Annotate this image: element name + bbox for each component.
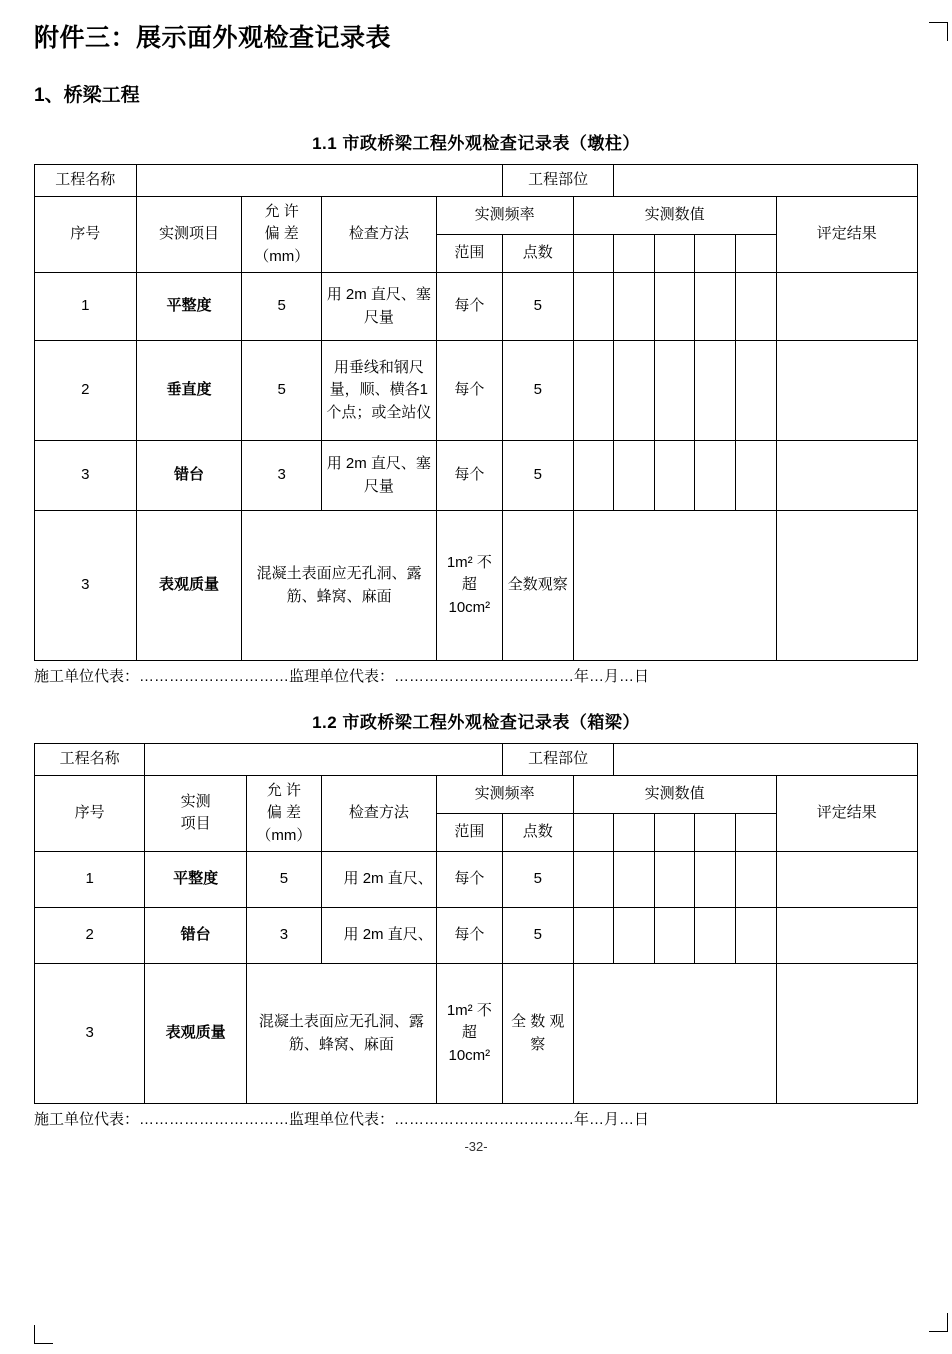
table-row <box>35 744 918 776</box>
col-header-seq: 序号 <box>35 196 137 273</box>
measured-cell[interactable] <box>654 908 695 964</box>
measured-cell[interactable] <box>573 852 614 908</box>
table2-wrapper <box>34 743 918 1104</box>
row-item: 表观质量 <box>145 964 247 1104</box>
measured-cell[interactable] <box>573 273 614 341</box>
measured-cell[interactable] <box>573 908 614 964</box>
row-points: 全 数 观察 <box>502 964 573 1104</box>
row-method: 用垂线和钢尺量，顺、横各1个点；或全站仪 <box>321 341 436 441</box>
page-corner-mark-bottom-left <box>34 1325 53 1344</box>
col-header-measured: 实测数值 <box>573 775 776 813</box>
col-header-result: 评定结果 <box>776 196 917 273</box>
row-method: 混凝土表面应无孔洞、露筋、蜂窝、麻面 <box>246 964 436 1104</box>
col-header-measured: 实测数值 <box>573 196 776 234</box>
page-number: -32- <box>464 1139 488 1154</box>
measured-cell[interactable] <box>654 273 695 341</box>
col-header-tolerance <box>246 775 321 852</box>
table-row <box>35 511 918 661</box>
row-result[interactable] <box>776 341 917 441</box>
row-seq: 3 <box>35 964 145 1104</box>
tolerance-line1: 允 许 <box>266 781 302 799</box>
measured-cell[interactable] <box>614 341 655 441</box>
project-name-value[interactable] <box>145 744 503 776</box>
measured-cell[interactable] <box>736 441 777 511</box>
measured-cell[interactable] <box>695 341 736 441</box>
row-method: 用 2m 直尺、 <box>321 852 436 908</box>
table-row <box>35 341 918 441</box>
tolerance-line3: （mm） <box>256 826 312 844</box>
measured-cell[interactable] <box>695 813 736 851</box>
measured-cell[interactable] <box>573 441 614 511</box>
table-row <box>35 196 918 234</box>
row-result[interactable] <box>776 908 917 964</box>
project-part-label: 工程部位 <box>502 744 613 776</box>
item-line1: 实测 <box>180 792 211 810</box>
row-range: 每个 <box>436 341 502 441</box>
measured-cell[interactable] <box>736 234 777 272</box>
measured-cell[interactable] <box>654 234 695 272</box>
row-tolerance: 3 <box>242 441 321 511</box>
measured-cell[interactable] <box>614 234 655 272</box>
table-row <box>35 852 918 908</box>
row-seq: 2 <box>35 908 145 964</box>
row-range: 每个 <box>436 441 502 511</box>
row-result[interactable] <box>776 511 917 661</box>
row-tolerance: 5 <box>242 273 321 341</box>
row-points: 5 <box>502 273 573 341</box>
row-range: 1m² 不超 10cm² <box>436 511 502 661</box>
tolerance-line3: （mm） <box>254 247 310 265</box>
row-result[interactable] <box>776 852 917 908</box>
row-seq: 1 <box>35 852 145 908</box>
table-row <box>35 775 918 813</box>
row-result[interactable] <box>776 273 917 341</box>
row-seq: 2 <box>35 341 137 441</box>
item-line2: 项目 <box>180 815 211 833</box>
table-row <box>35 273 918 341</box>
measured-cell[interactable] <box>695 908 736 964</box>
document-page <box>0 18 952 1354</box>
measured-cell[interactable] <box>654 852 695 908</box>
measured-cell[interactable] <box>654 441 695 511</box>
table-row <box>35 964 918 1104</box>
row-measured[interactable] <box>573 964 776 1104</box>
measured-cell[interactable] <box>614 908 655 964</box>
row-result[interactable] <box>776 964 917 1104</box>
row-points: 全数观察 <box>502 511 573 661</box>
table2-caption: 1.2 市政桥梁工程外观检查记录表（箱梁） <box>312 713 640 732</box>
row-item: 错台 <box>136 441 242 511</box>
table1-caption: 1.1 市政桥梁工程外观检查记录表（墩柱） <box>312 134 640 153</box>
row-result[interactable] <box>776 441 917 511</box>
measured-cell[interactable] <box>695 441 736 511</box>
project-name-label: 工程名称 <box>35 744 145 776</box>
measured-cell[interactable] <box>736 813 777 851</box>
row-seq: 1 <box>35 273 137 341</box>
row-item: 垂直度 <box>136 341 242 441</box>
row-method: 用 2m 直尺、 <box>321 908 436 964</box>
row-seq: 3 <box>35 441 137 511</box>
measured-cell[interactable] <box>573 813 614 851</box>
project-part-label: 工程部位 <box>502 165 613 197</box>
project-name-value[interactable] <box>136 165 502 197</box>
inspection-table-pier <box>34 164 918 661</box>
row-range: 每个 <box>436 908 502 964</box>
tolerance-line2: 偏 差 <box>264 225 299 242</box>
row-range: 每个 <box>436 852 502 908</box>
measured-cell[interactable] <box>573 234 614 272</box>
table2-signature-line: 施工单位代表：…………………………监理单位代表：………………………………年…月…日 <box>34 1111 650 1128</box>
page-title: 附件三：展示面外观检查记录表 <box>34 24 392 52</box>
measured-cell[interactable] <box>695 234 736 272</box>
table-row <box>35 441 918 511</box>
row-points: 5 <box>502 441 573 511</box>
col-header-item: 实测项目 <box>136 196 242 273</box>
page-corner-mark-top-right <box>929 22 948 41</box>
measured-cell[interactable] <box>573 341 614 441</box>
measured-cell[interactable] <box>654 341 695 441</box>
measured-cell[interactable] <box>614 813 655 851</box>
row-item: 错台 <box>145 908 247 964</box>
col-header-item <box>145 775 247 852</box>
row-method: 用 2m 直尺、塞尺量 <box>321 273 436 341</box>
row-points: 5 <box>502 852 573 908</box>
measured-cell[interactable] <box>695 273 736 341</box>
row-seq: 3 <box>35 511 137 661</box>
row-item: 平整度 <box>145 852 247 908</box>
table1-signature-line: 施工单位代表：…………………………监理单位代表：………………………………年…月…日 <box>34 668 650 685</box>
row-method: 混凝土表面应无孔洞、露筋、蜂窝、麻面 <box>242 511 436 661</box>
col-header-method: 检查方法 <box>321 196 436 273</box>
row-tolerance: 5 <box>242 341 321 441</box>
tolerance-line1: 允 许 <box>264 202 299 220</box>
col-header-range: 范围 <box>436 813 502 851</box>
col-header-points: 点数 <box>502 813 573 851</box>
measured-cell[interactable] <box>614 273 655 341</box>
row-item: 表观质量 <box>136 511 242 661</box>
project-part-value[interactable] <box>614 744 918 776</box>
row-tolerance: 3 <box>246 908 321 964</box>
col-header-frequency: 实测频率 <box>436 775 573 813</box>
col-header-seq: 序号 <box>35 775 145 852</box>
measured-cell[interactable] <box>736 273 777 341</box>
col-header-tolerance <box>242 196 321 273</box>
col-header-points: 点数 <box>502 234 573 272</box>
col-header-frequency: 实测频率 <box>436 196 573 234</box>
measured-cell[interactable] <box>695 852 736 908</box>
project-part-value[interactable] <box>614 165 918 197</box>
row-range: 每个 <box>436 273 502 341</box>
col-header-method: 检查方法 <box>321 775 436 852</box>
row-points: 5 <box>502 341 573 441</box>
page-corner-mark-bottom-right <box>929 1313 948 1332</box>
measured-cell[interactable] <box>736 908 777 964</box>
row-range: 1m² 不超 10cm² <box>436 964 502 1104</box>
row-tolerance: 5 <box>246 852 321 908</box>
table1-wrapper <box>34 164 918 661</box>
col-header-result: 评定结果 <box>776 775 917 852</box>
measured-cell[interactable] <box>614 852 655 908</box>
measured-cell[interactable] <box>614 441 655 511</box>
measured-cell[interactable] <box>654 813 695 851</box>
row-measured[interactable] <box>573 511 776 661</box>
measured-cell[interactable] <box>736 341 777 441</box>
row-item: 平整度 <box>136 273 242 341</box>
measured-cell[interactable] <box>736 852 777 908</box>
table-row <box>35 908 918 964</box>
row-method: 用 2m 直尺、塞尺量 <box>321 441 436 511</box>
project-name-label: 工程名称 <box>35 165 137 197</box>
row-points: 5 <box>502 908 573 964</box>
section-heading-bridge: 1、桥梁工程 <box>34 85 140 106</box>
tolerance-line2: 偏 差 <box>266 804 302 821</box>
table-row <box>35 165 918 197</box>
inspection-table-boxgirder <box>34 743 918 1104</box>
col-header-range: 范围 <box>436 234 502 272</box>
